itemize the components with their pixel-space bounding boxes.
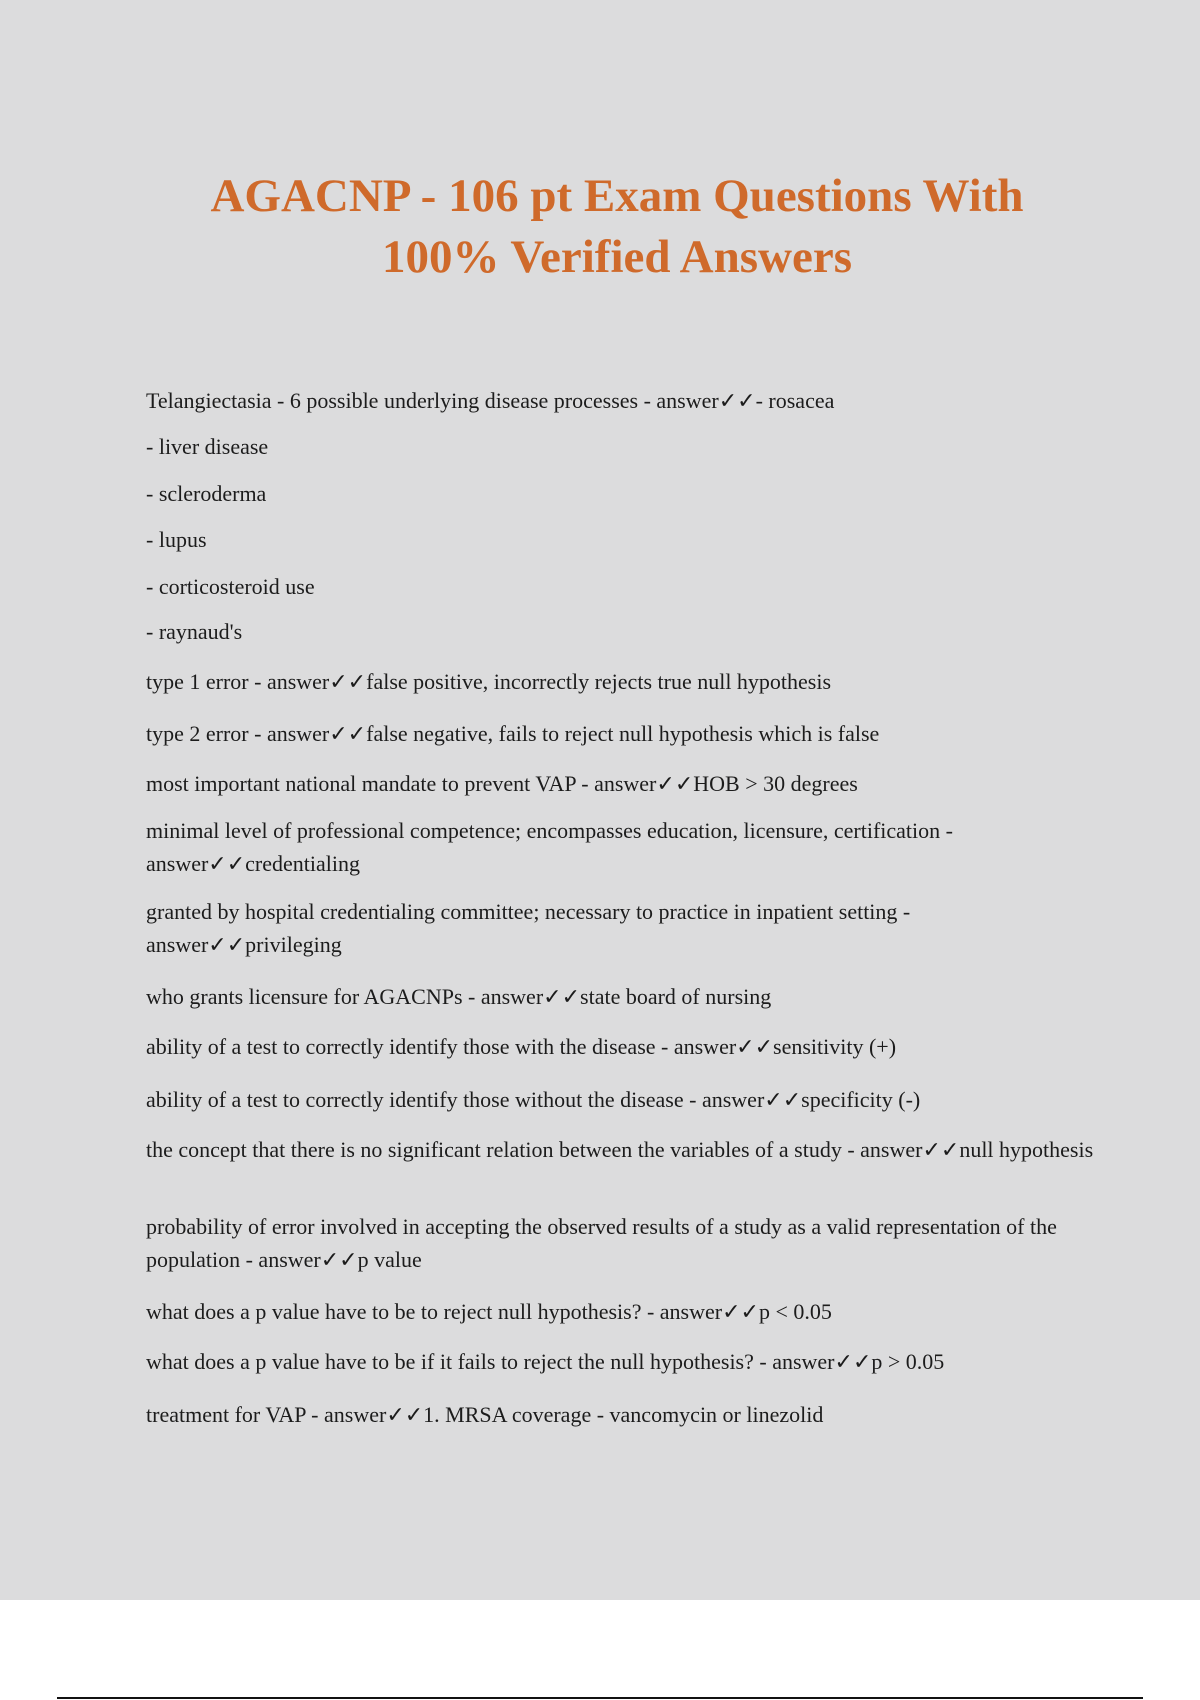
list-item-liver-disease: - liver disease: [146, 434, 269, 459]
qa-item-telangiectasia: Telangiectasia - 6 possible underlying disease processes - answer✓✓- rosacea: [146, 388, 835, 413]
qa-item-licensure: who grants licensure for AGACNPs - answer✓✓state board of nursing: [146, 984, 772, 1009]
qa-item-privileging: granted by hospital credentialing committee; necessary to practice in inpatient setting - answer✓✓privileging: [146, 899, 911, 957]
qa-item-reject-null: what does a p value have to be to reject null hypothesis? - answer✓✓p < 0.05: [146, 1299, 832, 1324]
qa-item-sensitivity: ability of a test to correctly identify those with the disease - answer✓✓sensitivity (+): [146, 1034, 897, 1059]
footer-divider: [57, 1697, 1143, 1699]
list-item-corticosteroid-use: - corticosteroid use: [146, 574, 315, 599]
title-line-1: AGACNP - 106 pt Exam Questions With: [210, 170, 1024, 222]
qa-item-vap-treatment: treatment for VAP - answer✓✓1. MRSA coverage - vancomycin or linezolid: [146, 1402, 824, 1427]
qa-item-specificity: ability of a test to correctly identify those without the disease - answer✓✓specificity (-): [146, 1087, 921, 1112]
list-item-raynauds: - raynaud's: [146, 619, 243, 644]
title-line-2: 100% Verified Answers: [382, 231, 852, 283]
qa-item-credentialing: minimal level of professional competence; encompasses education, licensure, certification - answer✓✓credentialing: [146, 818, 953, 876]
qa-item-type-2-error: type 2 error - answer✓✓false negative, fails to reject null hypothesis which is false: [146, 721, 880, 746]
qa-item-fail-reject-null: what does a p value have to be if it fails to reject the null hypothesis? - answer✓✓p > 0.05: [146, 1349, 945, 1374]
list-item-lupus: - lupus: [146, 527, 207, 552]
qa-item-vap-mandate: most important national mandate to prevent VAP - answer✓✓HOB > 30 degrees: [146, 771, 858, 796]
list-item-scleroderma: - scleroderma: [146, 481, 267, 506]
qa-item-type-1-error: type 1 error - answer✓✓false positive, incorrectly rejects true null hypothesis: [146, 669, 832, 694]
qa-item-null-hypothesis: the concept that there is no significant relation between the variables of a study - answer✓✓null hypothesis: [146, 1137, 1094, 1162]
qa-item-p-value: probability of error involved in accepting the observed results of a study as a valid representation of the population - answer✓✓p value: [146, 1214, 1057, 1272]
document-title: [100, 166, 1134, 288]
